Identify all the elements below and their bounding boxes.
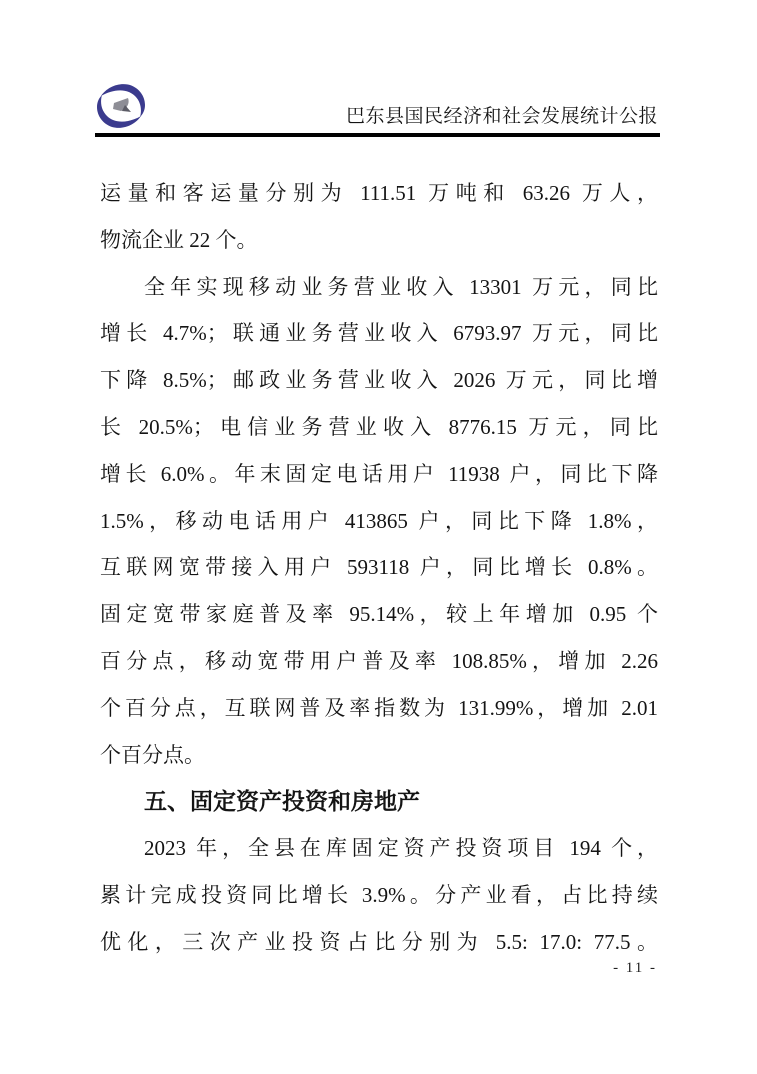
text-line: 物流企业 22 个。 xyxy=(100,227,258,252)
document-body xyxy=(100,170,658,966)
header-title: 巴东县国民经济和社会发展统计公报 xyxy=(345,106,658,128)
text-line: 全年实现移动业务营业收入 13301 万元，同比 xyxy=(144,274,658,299)
text-line: 下降 8.5%；邮政业务营业收入 2026 万元，同比增 xyxy=(100,368,658,393)
text-line: 长 20.5%；电信业务营业收入 8776.15 万元，同比 xyxy=(100,414,658,439)
text-line: 互联网宽带接入用户 593118 户，同比增长 0.8%。 xyxy=(100,555,658,580)
text-line: 累计完成投资同比增长 3.9%。分产业看，占比持续 xyxy=(100,882,658,907)
header-rule xyxy=(95,133,660,137)
text-line: 个百分点。 xyxy=(100,742,205,767)
page-footer xyxy=(613,960,657,977)
text-line: 五、固定资产投资和房地产 xyxy=(144,788,420,815)
page-number: - 11 - xyxy=(613,960,657,976)
text-line: 百分点，移动宽带用户普及率 108.85%，增加 2.26 xyxy=(100,648,658,673)
text-line: 固定宽带家庭普及率 95.14%，较上年增加 0.95 个 xyxy=(100,602,658,627)
text-line: 1.5%，移动电话用户 413865 户，同比下降 1.8%， xyxy=(100,508,658,533)
text-line: 增长 4.7%；联通业务营业收入 6793.97 万元，同比 xyxy=(100,321,658,346)
text-line: 个百分点，互联网普及率指数为 131.99%，增加 2.01 xyxy=(100,695,658,720)
text-line: 运量和客运量分别为 111.51 万吨和 63.26 万人， xyxy=(100,181,658,205)
page-header xyxy=(95,82,658,132)
text-line: 2023 年，全县在库固定资产投资项目 194 个， xyxy=(144,836,658,861)
statistics-swirl-logo-icon xyxy=(95,82,147,132)
text-line: 优化，三次产业投资占比分别为 5.5: 17.0: 77.5。 xyxy=(100,929,658,954)
text-line: 增长 6.0%。年末固定电话用户 11938 户，同比下降 xyxy=(100,461,658,486)
